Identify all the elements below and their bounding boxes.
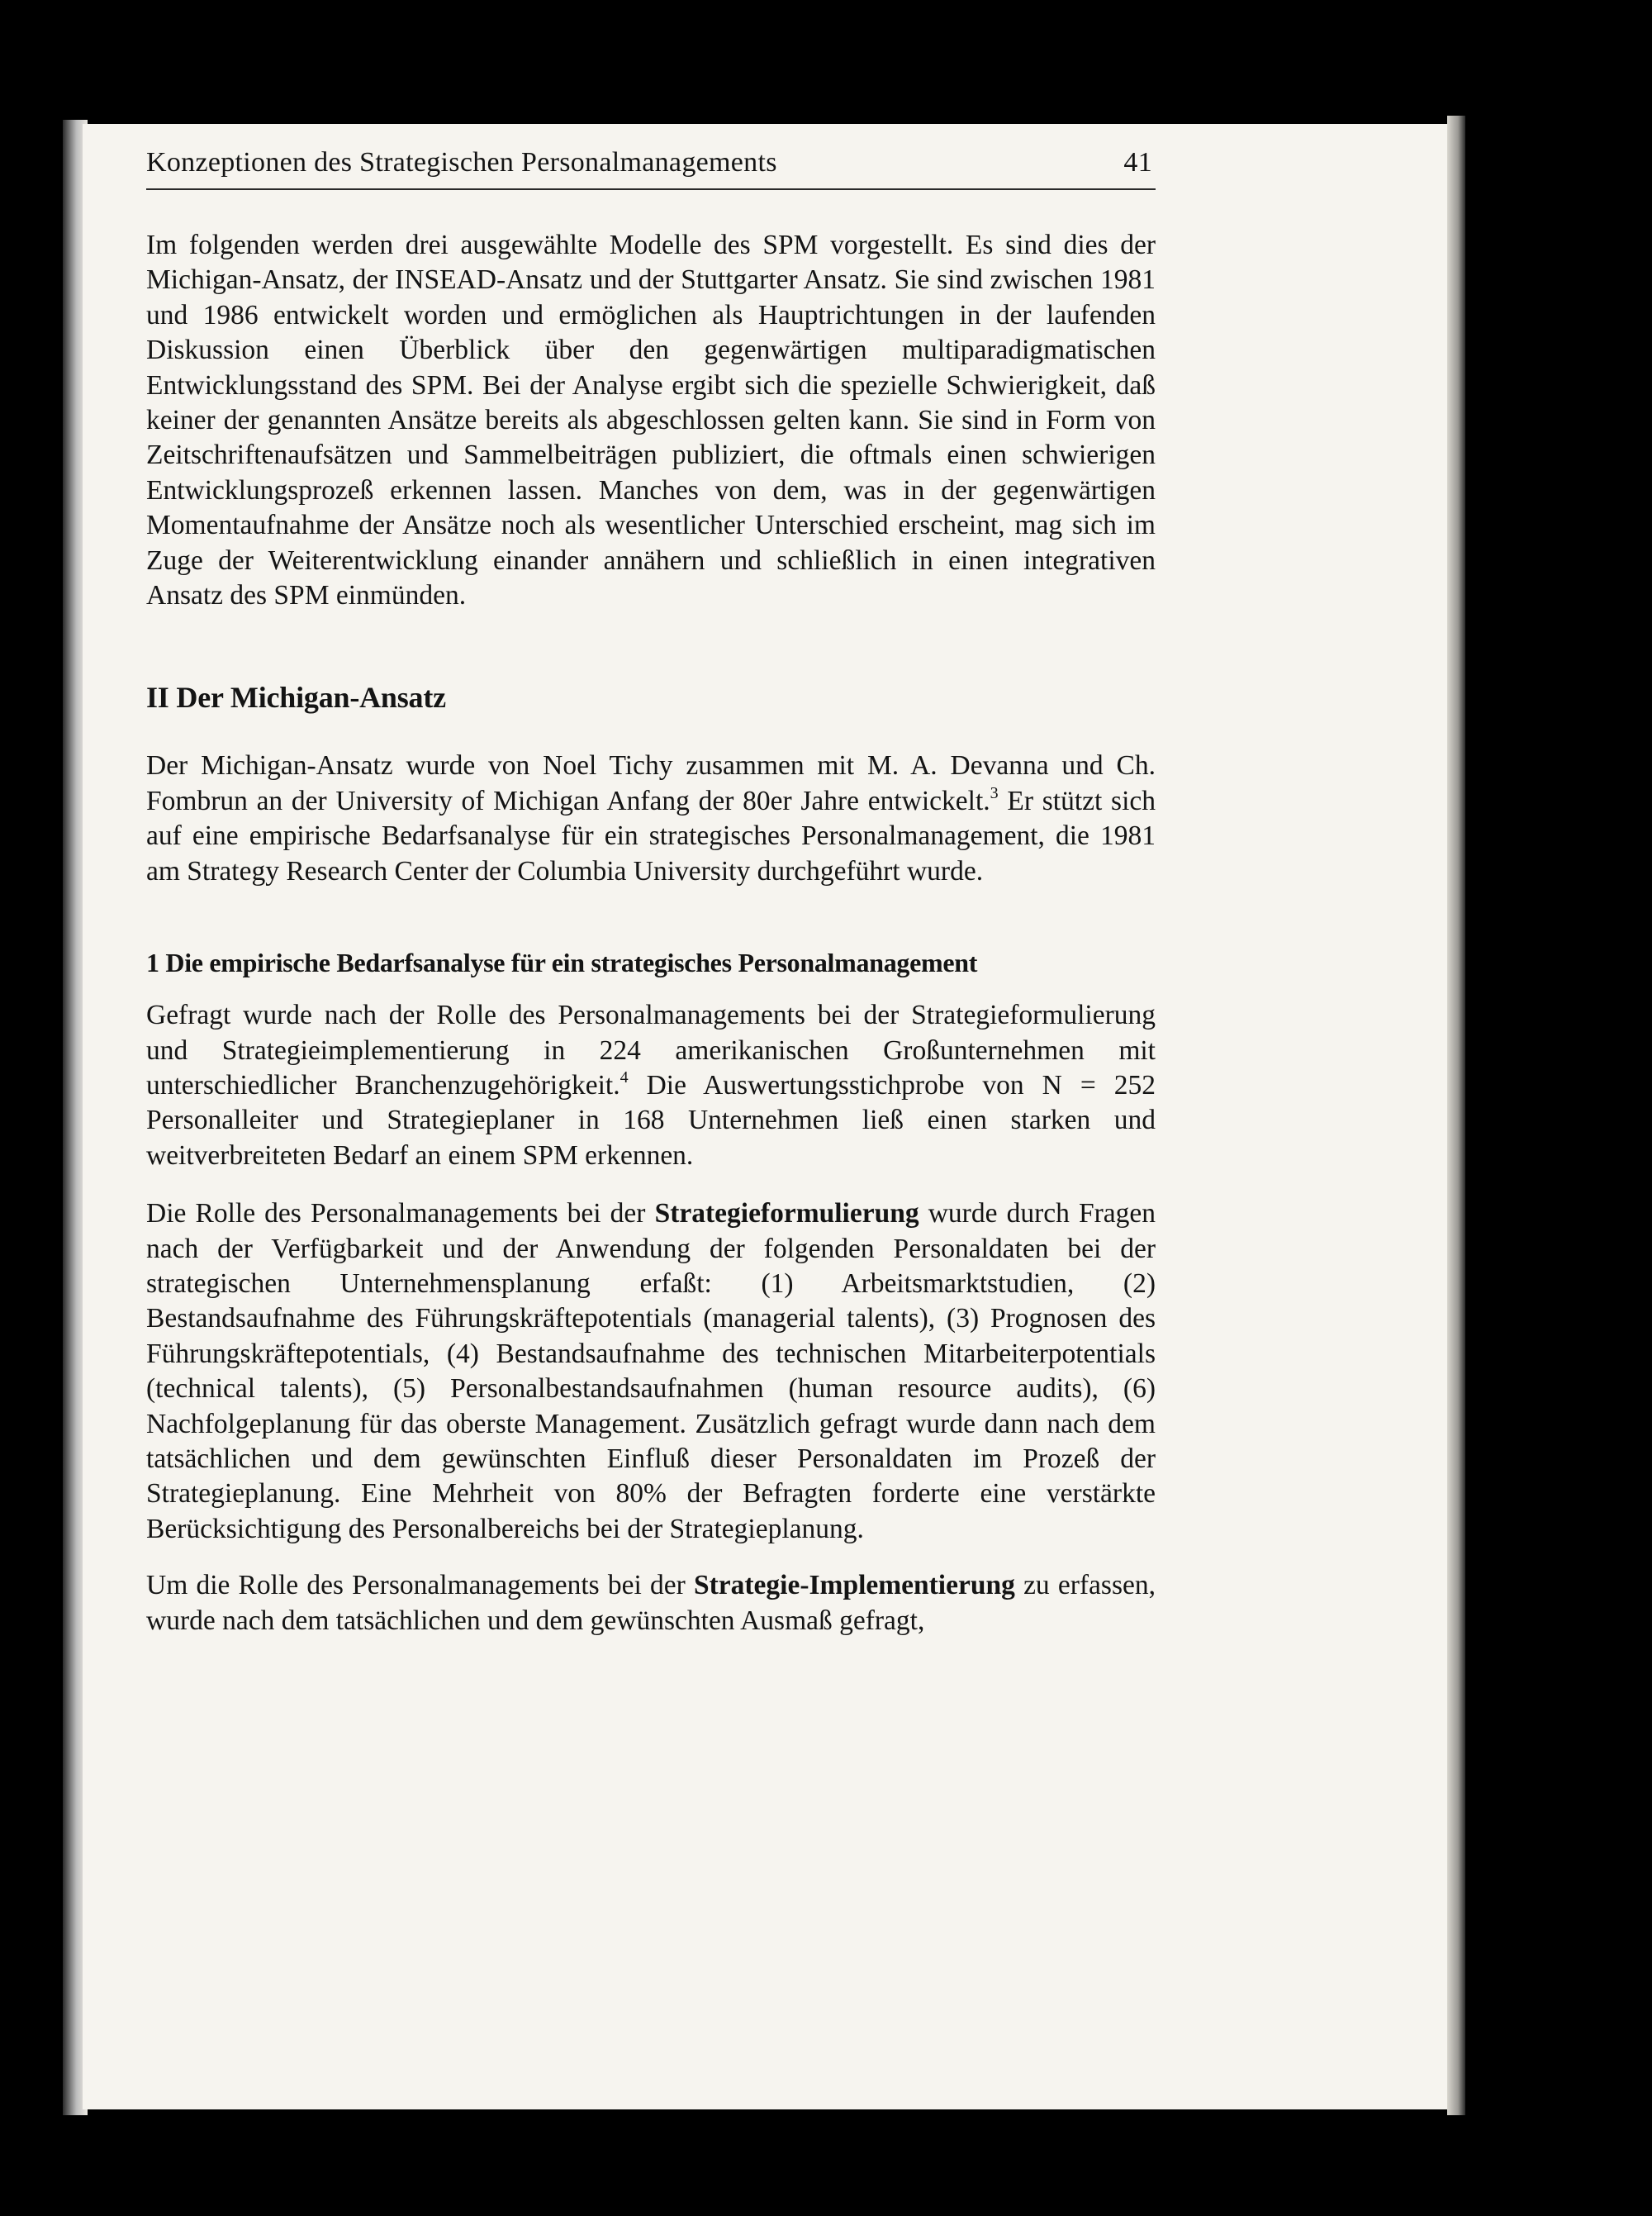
implementation-paragraph-text-1: Um die Rolle des Personalmanagements bei der: [146, 1570, 694, 1601]
formulation-paragraph-text-1: Die Rolle des Personalmanagements bei der: [146, 1198, 655, 1229]
michigan-paragraph: [146, 749, 1156, 889]
michigan-paragraph-text-2: Er stützt sich auf eine empirische Bedarfsanalyse für ein strategisches Personalmanagement, die 1981 am Strategy Research Center der Columbia University durchgeführt wurde.: [146, 785, 1156, 887]
survey-paragraph-text-1: Gefragt wurde nach der Rolle des Personalmanagements bei der Strategieformulierung und Strategieimplementierung in 224 amerikanischen Großunternehmen mit unterschiedlicher Branchenzugehörigkeit.: [146, 1000, 1156, 1101]
footnote-reference: 3: [990, 783, 999, 802]
survey-paragraph: [146, 998, 1156, 1173]
implementation-term: Strategie-Implementierung: [693, 1570, 1015, 1601]
implementation-paragraph: [146, 1568, 1156, 1638]
running-title: Konzeptionen des Strategischen Personalmanagements: [146, 147, 777, 178]
page-content: [146, 147, 1156, 1638]
implementation-paragraph-text-2: zu erfassen, wurde nach dem tatsächlichen und dem gewünschten Ausmaß gefragt,: [146, 1570, 1156, 1636]
footnote-reference: 4: [620, 1068, 629, 1087]
running-head: [146, 147, 1156, 190]
formulation-term: Strategieformulierung: [654, 1198, 919, 1229]
section-heading: II Der Michigan-Ansatz: [146, 681, 446, 715]
michigan-paragraph-text-1: Der Michigan-Ansatz wurde von Noel Tichy zusammen mit M. A. Devanna und Ch. Fombrun an der University of Michigan Anfang der 80er Jahre entwickelt.: [146, 750, 1156, 816]
intro-paragraph: Im folgenden werden drei ausgewählte Modelle des SPM vorgestellt. Es sind dies der Michigan-Ansatz, der INSEAD-Ansatz und der Stuttgarter Ansatz. Sie sind zwischen 1981 und 1986 entwickelt worden und ermöglichen als Hauptrichtungen in der laufenden Diskussion einen Überblick über den gegenwärtigen multiparadigmatischen Entwicklungsstand des SPM. Bei der Analyse ergibt sich die spezielle Schwierigkeit, daß keiner der genannten Ansätze bereits als abgeschlossen gelten kann. Sie sind in Form von Zeitschriftenaufsätzen und Sammelbeiträgen publiziert, die oftmals einen schwierigen Entwicklungsprozeß erkennen lassen. Manches von dem, was in der gegenwärtigen Momentaufnahme der Ansätze noch als wesentlicher Unterschied erscheint, mag sich im Zuge der Weiterentwicklung einander annähern und schließlich in einen integrativen Ansatz des SPM einmünden.: [146, 230, 1156, 611]
page-edge-right: [1447, 116, 1465, 2115]
subsection-heading: 1 Die empirische Bedarfsanalyse für ein strategisches Personalmanagement: [146, 948, 978, 978]
page-number: 41: [1123, 147, 1152, 178]
formulation-paragraph: [146, 1196, 1156, 1547]
survey-paragraph-text-2: Die Auswertungsstichprobe von N = 252 Personalleiter und Strategieplaner in 168 Unternehmen ließ einen starken und weitverbreiteten Bedarf an einem SPM erkennen.: [146, 1069, 1156, 1171]
formulation-paragraph-text-2: wurde durch Fragen nach der Verfügbarkeit und der Anwendung der folgenden Personaldaten bei der strategischen Unternehmensplanung erfaßt: (1) Arbeitsmarktstudien, (2) Bestandsaufnahme des Führungskräftepotentials (managerial talents), (3) Prognosen des Führungskräftepotentials, (4) Bestandsaufnahme des technischen Mitarbeiterpotentials (technical talents), (5) Personalbestandsaufnahmen (human resource audits), (6) Nachfolgeplanung für das oberste Management. Zusätzlich gefragt wurde dann nach dem tatsächlichen und dem gewünschten Einfluß dieser Personaldaten im Prozeß der Strategieplanung. Eine Mehrheit von 80% der Befragten forderte eine verstärkte Berücksichtigung des Personalbereichs bei der Strategieplanung.: [146, 1198, 1156, 1544]
